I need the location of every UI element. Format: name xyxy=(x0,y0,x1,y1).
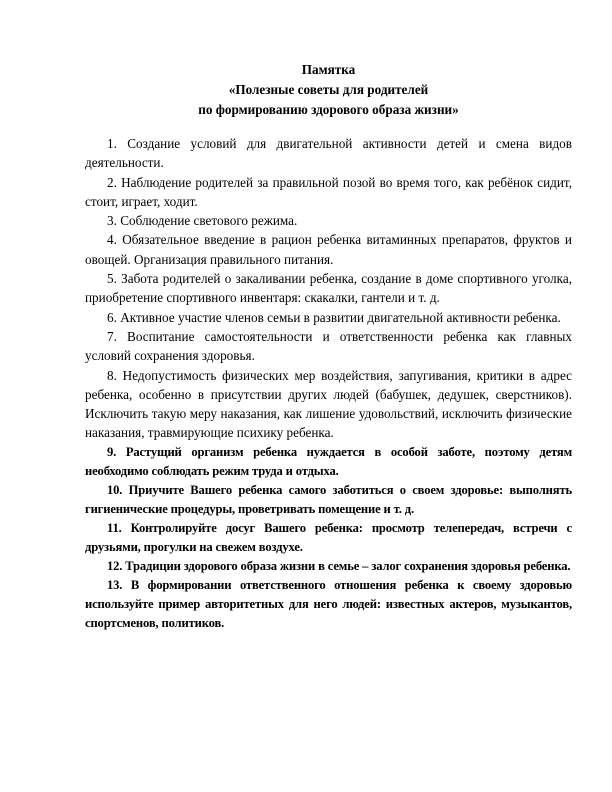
advice-item-7: 7. Воспитание самостоятельности и ответственности ребенка как главных условий сохранения здоровья. xyxy=(85,328,572,364)
advice-item-8: 8. Недопустимость физических мер воздействия, запугивания, критики в адрес ребенка, особенно в присутствии других людей (бабушек, дедушек, сверстников). Исключить такую меру наказания, как лишение удовольствий, исключить физические наказания, травмирующие психику ребенка. xyxy=(85,367,572,441)
document-subtitle-line-2: по формированию здорового образа жизни» xyxy=(198,102,459,117)
advice-item-10: 10. Приучите Вашего ребенка самого заботиться о своем здоровье: выполнять гигиенические процедуры, проветривать помещение и т. д. xyxy=(85,482,572,516)
document-title: Памятка xyxy=(301,62,356,77)
advice-list xyxy=(85,134,572,633)
advice-item-2: 2. Наблюдение родителей за правильной позой во время того, как ребёнок сидит, стоит, играет, ходит. xyxy=(85,174,572,209)
advice-item-1: 1. Создание условий для двигательной активности детей и смена видов деятельности. xyxy=(85,136,572,171)
advice-item-11: 11. Контролируйте досуг Вашего ребенка: просмотр телепередач, встречи с друзьями, прогулки на свежем воздухе. xyxy=(85,520,572,554)
advice-item-5: 5. Забота родителей о закаливании ребенка, создание в доме спортивного уголка, приобретение спортивного инвентаря: скакалки, гантели и т. д. xyxy=(85,271,572,306)
document-heading xyxy=(85,60,572,120)
advice-item-6: 6. Активное участие членов семьи в развитии двигательной активности ребенка. xyxy=(107,309,561,325)
advice-item-9: 9. Растущий организм ребенка нуждается в особой заботе, поэтому детям необходимо соблюдать режим труда и отдыха. xyxy=(85,444,572,478)
document-page xyxy=(85,60,572,633)
advice-item-3: 3. Соблюдение светового режима. xyxy=(107,213,298,229)
advice-item-4: 4. Обязательное введение в рацион ребенка витаминных препаратов, фруктов и овощей. Организация правильного питания. xyxy=(85,232,572,267)
advice-item-13: 13. В формировании ответственного отношения ребенка к своему здоровью используйте пример авторитетных для него людей: известных актеров, музыкантов, спортсменов, политиков. xyxy=(85,577,572,630)
advice-item-12: 12. Традиции здорового образа жизни в семье – залог сохранения здоровья ребенка. xyxy=(107,558,571,573)
document-subtitle-line-1: «Полезные советы для родителей xyxy=(228,82,429,97)
